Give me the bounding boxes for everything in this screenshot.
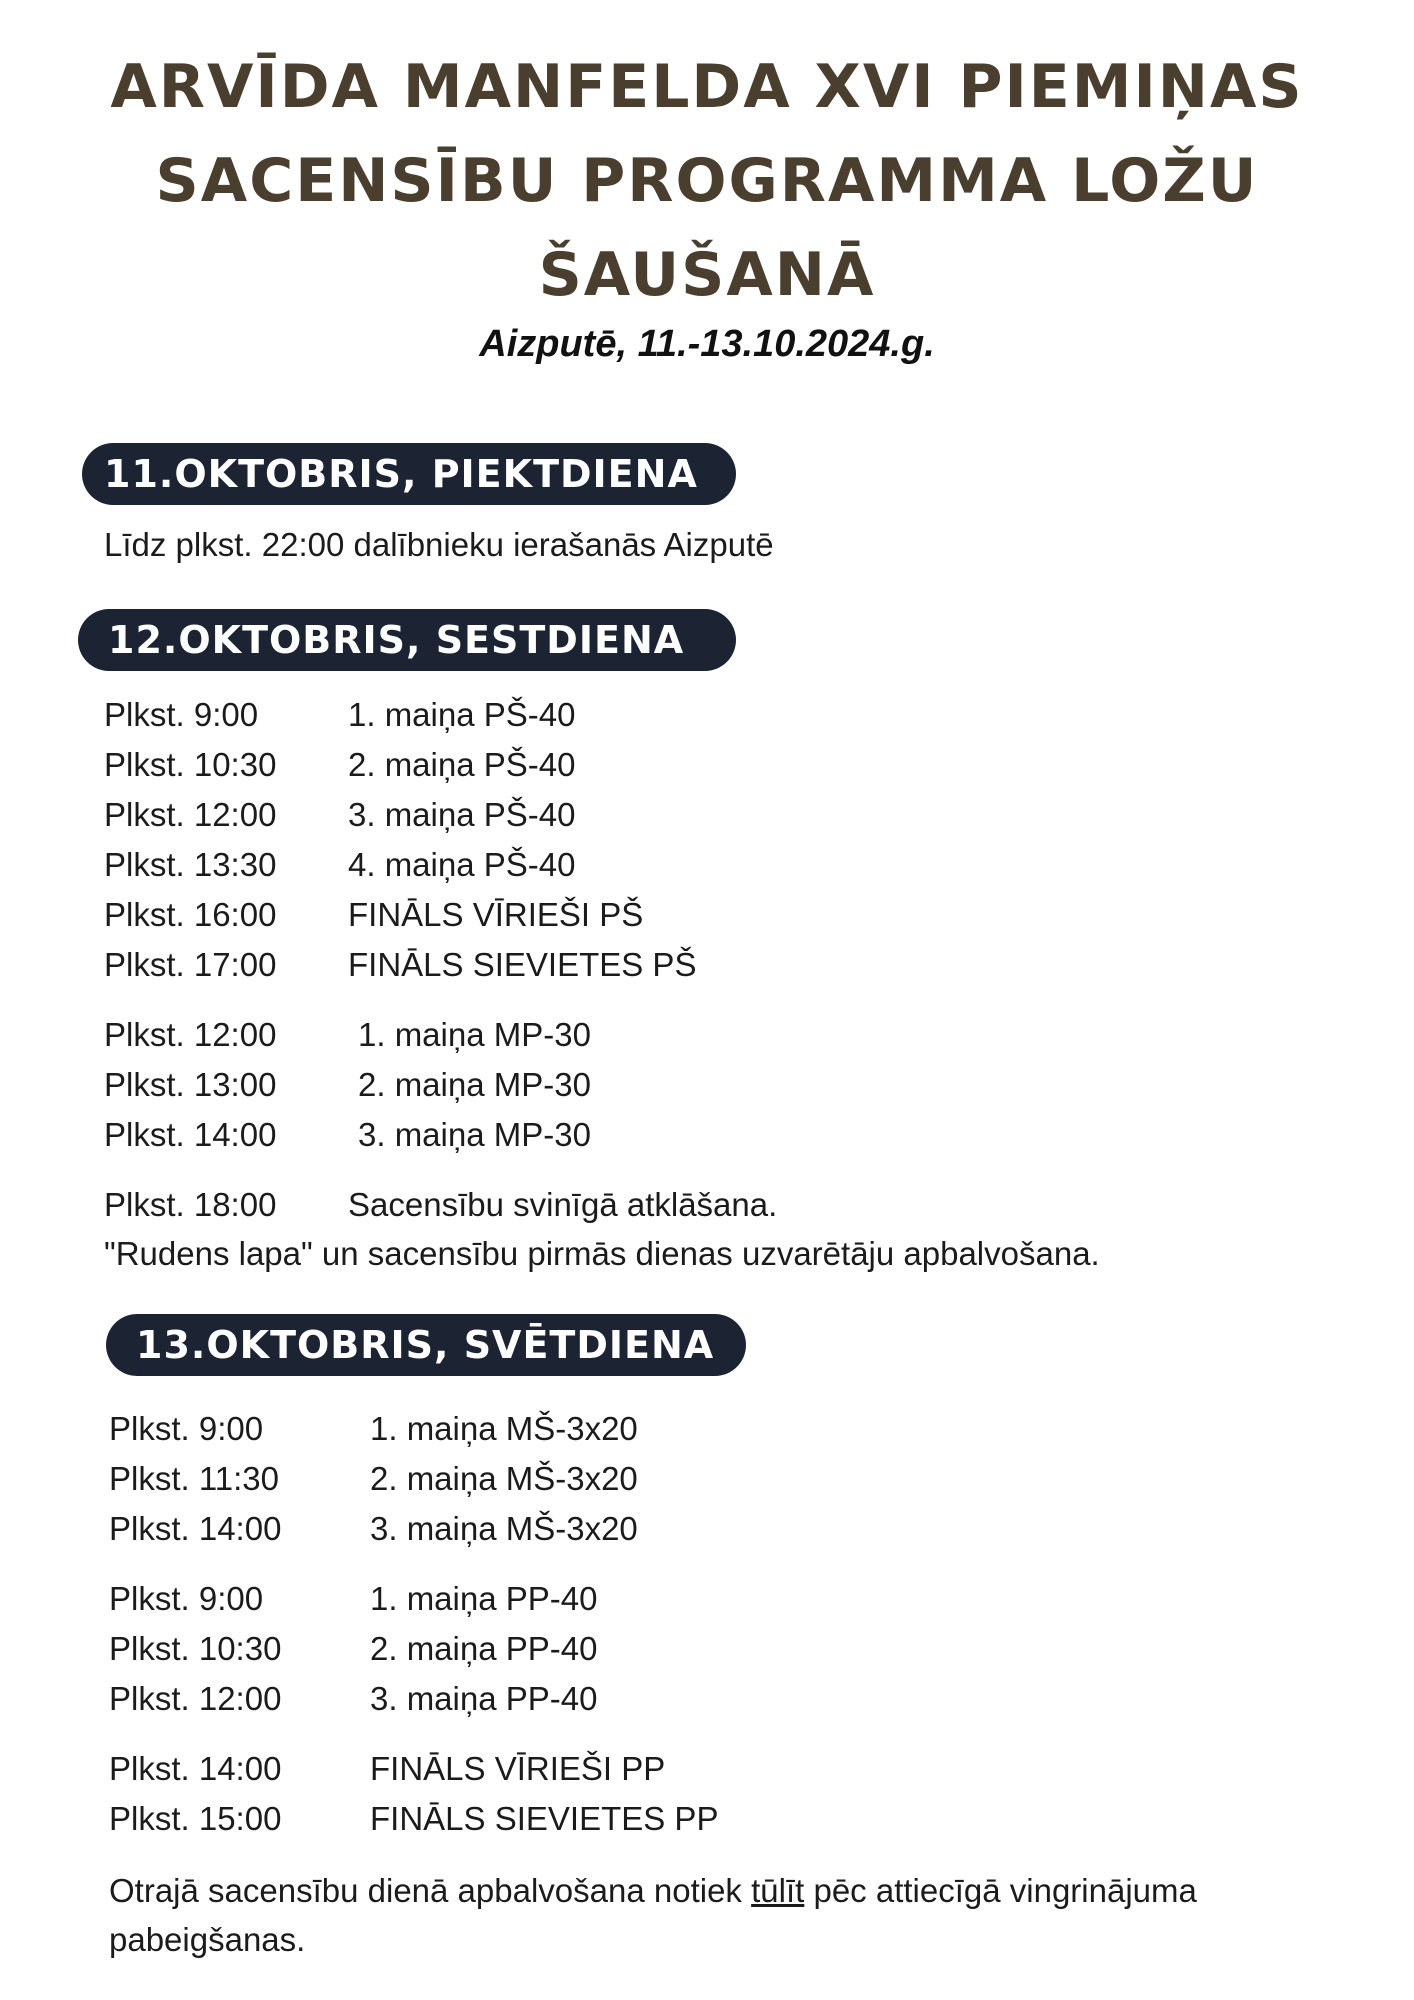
footer-note [109,1866,1369,1964]
row-time: Plkst. 16:00 [104,896,277,933]
row-event: 4. maiņa PŠ-40 [348,846,576,883]
title-line-3: ŠAUŠANĀ [538,240,876,310]
row-time: Plkst. 17:00 [104,946,277,983]
row-event: FINĀLS SIEVIETES PŠ [348,946,697,983]
row-time: Plkst. 13:30 [104,846,277,883]
row-event: 2. maiņa MŠ-3x20 [370,1460,638,1497]
subtitle-location-dates: Aizputē, 11.-13.10.2024.g. [479,323,935,365]
row-time: Plkst. 12:00 [104,796,277,833]
row-time: Plkst. 9:00 [109,1410,264,1447]
day1-header: 11.OKTOBRIS, PIEKTDIENA [82,443,736,505]
row-event: 1. maiņa PŠ-40 [348,696,576,733]
ceremony-note: "Rudens lapa" un sacensību pirmās dienas uzvarētāju apbalvošana. [104,1235,1100,1272]
row-time: Plkst. 18:00 [104,1186,277,1223]
row-event: 1. maiņa MŠ-3x20 [370,1410,638,1447]
row-event: 1. maiņa PP-40 [370,1580,598,1617]
row-time: Plkst. 9:00 [104,696,259,733]
row-event: 1. maiņa MP-30 [358,1016,591,1053]
row-time: Plkst. 15:00 [109,1800,282,1837]
row-time: Plkst. 10:30 [109,1630,282,1667]
row-time: Plkst. 13:00 [104,1066,277,1103]
day3-header: 13.OKTOBRIS, SVĒTDIENA [106,1314,746,1376]
day2-header: 12.OKTOBRIS, SESTDIENA [78,609,736,671]
footer-text-underlined: tūlīt [751,1872,805,1909]
row-time: Plkst. 9:00 [109,1580,264,1617]
footer-text-before: Otrajā sacensību dienā apbalvošana notiek [109,1872,752,1909]
row-time: Plkst. 11:30 [109,1460,279,1497]
footer-text-after: pēc attiecīgā vingrinājuma [804,1872,1197,1909]
row-time: Plkst. 12:00 [109,1680,282,1717]
row-event: 3. maiņa PŠ-40 [348,796,576,833]
row-event: 2. maiņa MP-30 [358,1066,591,1103]
row-event: Sacensību svinīgā atklāšana. [348,1186,778,1223]
row-time: Plkst. 12:00 [104,1016,277,1053]
row-event: 2. maiņa PŠ-40 [348,746,576,783]
row-time: Plkst. 14:00 [104,1116,277,1153]
row-event: FINĀLS VĪRIEŠI PŠ [348,896,644,933]
page-title [0,40,1414,322]
footer-text-line2: pabeigšanas. [109,1921,306,1958]
row-event: 3. maiņa MP-30 [358,1116,591,1153]
title-line-1: ARVĪDA MANFELDA XVI PIEMIŅAS [110,52,1304,122]
row-time: Plkst. 14:00 [109,1510,282,1547]
title-line-2: SACENSĪBU PROGRAMMA LOŽU [155,146,1259,216]
row-time: Plkst. 14:00 [109,1750,282,1787]
row-event: FINĀLS VĪRIEŠI PP [370,1750,666,1787]
row-event: 3. maiņa PP-40 [370,1680,598,1717]
day1-note: Līdz plkst. 22:00 dalībnieku ierašanās Aizputē [104,526,774,563]
row-event: 2. maiņa PP-40 [370,1630,598,1667]
row-event: 3. maiņa MŠ-3x20 [370,1510,638,1547]
row-time: Plkst. 10:30 [104,746,277,783]
row-event: FINĀLS SIEVIETES PP [370,1800,719,1837]
